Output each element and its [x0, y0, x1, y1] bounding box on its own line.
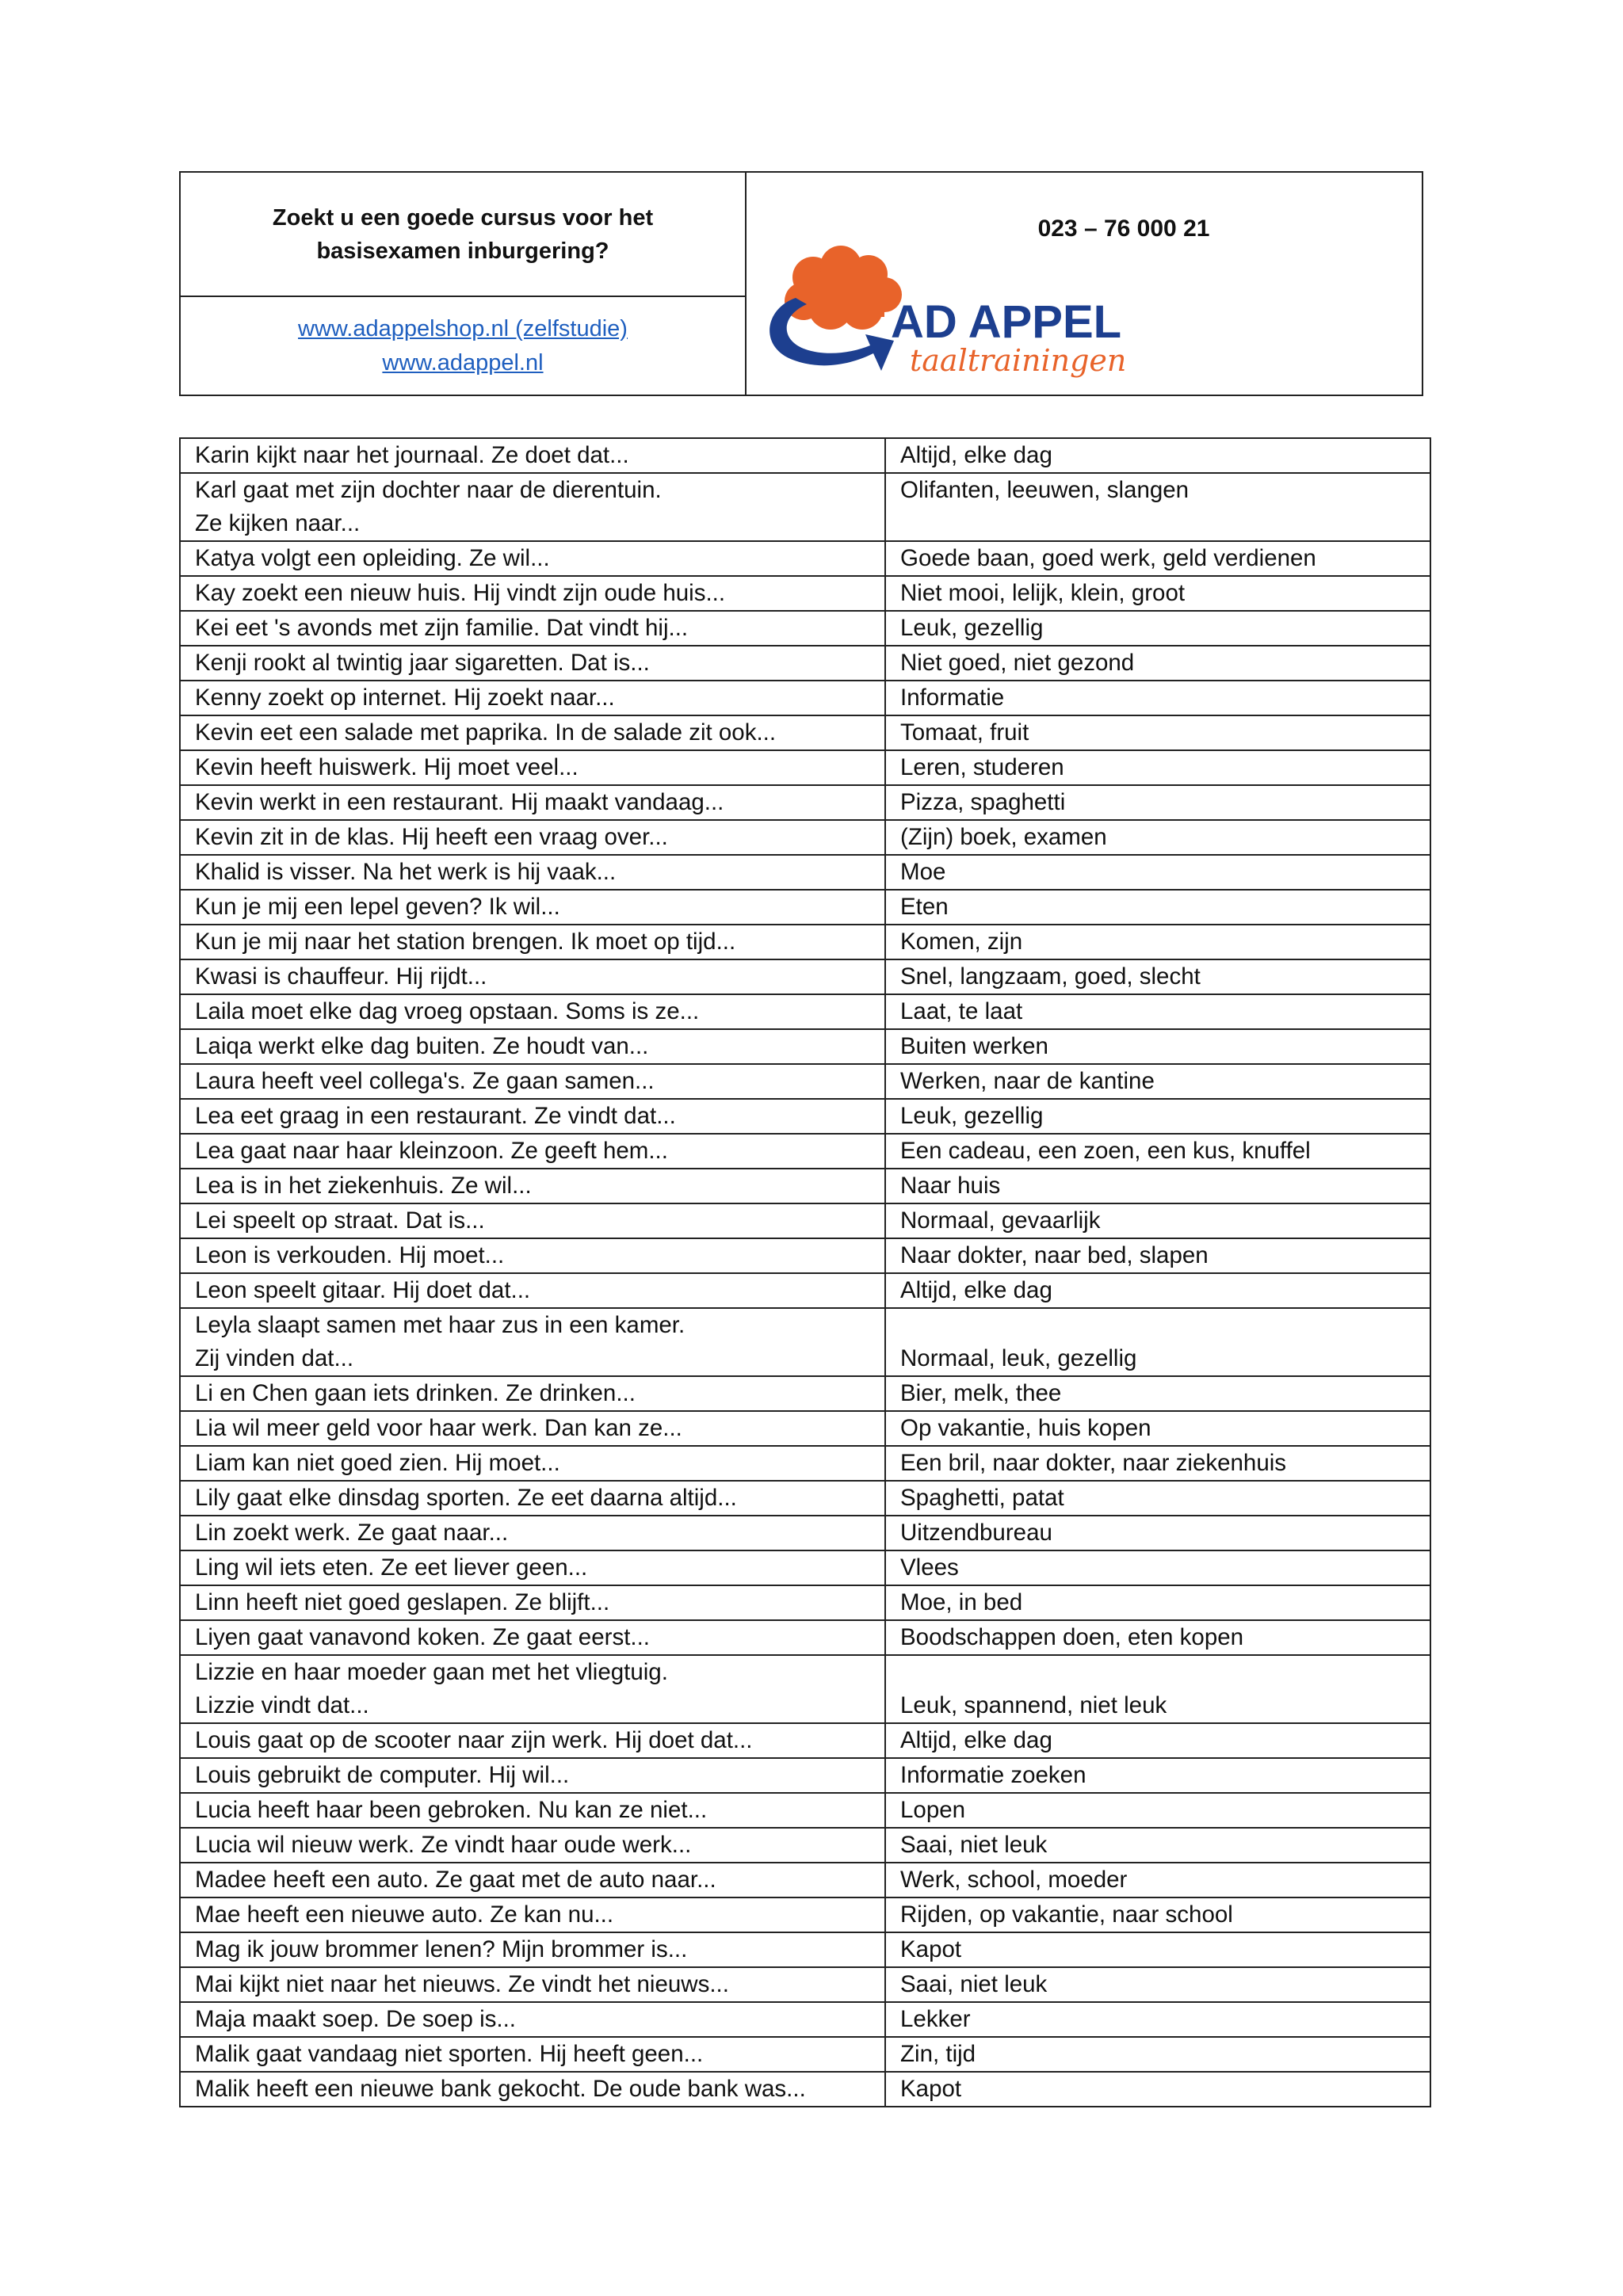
question-cell — [180, 785, 885, 820]
vocabulary-table — [179, 437, 1431, 2107]
answer-text: Naar huis — [900, 1173, 1001, 1199]
question-text: Lizzie en haar moeder gaan met het vliegtuig. — [195, 1659, 668, 1685]
question-cell — [180, 1446, 885, 1481]
answer-cell — [885, 1203, 1430, 1238]
answer-text: Werken, naar de kantine — [900, 1068, 1155, 1094]
answer-cell — [885, 750, 1430, 785]
question-cell — [180, 646, 885, 681]
question-cell — [180, 925, 885, 959]
question-text: Liyen gaat vanavond koken. Ze gaat eerst... — [195, 1624, 650, 1650]
question-cell — [180, 2072, 885, 2107]
table-row — [180, 994, 1430, 1029]
question-text: Kenny zoekt op internet. Hij zoekt naar... — [195, 685, 615, 711]
answer-text: Tomaat, fruit — [900, 719, 1029, 746]
answer-cell — [885, 576, 1430, 611]
answer-cell — [885, 2072, 1430, 2107]
question-text: Karl gaat met zijn dochter naar de dierentuin. — [195, 477, 662, 503]
question-text: Linn heeft niet goed geslapen. Ze blijft... — [195, 1589, 610, 1615]
question-text: Laila moet elke dag vroeg opstaan. Soms is ze... — [195, 998, 700, 1024]
table-row — [180, 1134, 1430, 1169]
question-text: Kun je mij naar het station brengen. Ik moet op tijd... — [195, 929, 736, 955]
question-cell — [180, 438, 885, 473]
question-text: Zij vinden dat... — [195, 1345, 354, 1371]
question-text: Kevin zit in de klas. Hij heeft een vraag over... — [195, 824, 668, 850]
answer-cell — [885, 1550, 1430, 1585]
question-cell — [180, 1308, 885, 1376]
table-row — [180, 1273, 1430, 1308]
question-cell — [180, 1064, 885, 1099]
table-row — [180, 1238, 1430, 1273]
question-cell — [180, 1723, 885, 1758]
answer-cell — [885, 2002, 1430, 2037]
answer-cell — [885, 1308, 1430, 1376]
answer-cell — [885, 1516, 1430, 1550]
vocabulary-table-body — [180, 438, 1430, 2107]
answer-cell — [885, 1411, 1430, 1446]
question-text: Kenji rookt al twintig jaar sigaretten. Dat is... — [195, 650, 650, 676]
answer-text: Goede baan, goed werk, geld verdienen — [900, 545, 1316, 571]
question-cell — [180, 1897, 885, 1932]
answer-cell — [885, 2037, 1430, 2072]
table-row — [180, 2002, 1430, 2037]
answer-text: Rijden, op vakantie, naar school — [900, 1901, 1233, 1928]
answer-text: Altijd, elke dag — [900, 442, 1052, 468]
answer-cell — [885, 820, 1430, 855]
answer-cell — [885, 1376, 1430, 1411]
answer-cell — [885, 681, 1430, 715]
question-cell — [180, 1655, 885, 1723]
answer-text: Lekker — [900, 2006, 971, 2032]
answer-cell — [885, 1064, 1430, 1099]
table-row — [180, 1308, 1430, 1376]
question-text: Kevin heeft huiswerk. Hij moet veel... — [195, 754, 579, 780]
header-box — [179, 171, 1423, 396]
table-row — [180, 890, 1430, 925]
answer-text: Pizza, spaghetti — [900, 789, 1066, 815]
table-row — [180, 1932, 1430, 1967]
question-text: Liam kan niet goed zien. Hij moet... — [195, 1450, 560, 1476]
answer-text: Lopen — [900, 1797, 966, 1823]
question-cell — [180, 1481, 885, 1516]
answer-cell — [885, 1099, 1430, 1134]
question-cell — [180, 541, 885, 576]
table-row — [180, 1828, 1430, 1863]
answer-cell — [885, 715, 1430, 750]
table-row — [180, 1550, 1430, 1585]
adappelshop-link[interactable]: www.adappelshop.nl (zelfstudie) — [298, 315, 628, 341]
answer-text: Niet mooi, lelijk, klein, groot — [900, 580, 1186, 606]
answer-cell — [885, 1723, 1430, 1758]
question-cell — [180, 1585, 885, 1620]
answer-cell — [885, 611, 1430, 646]
table-row — [180, 438, 1430, 473]
answer-cell — [885, 1897, 1430, 1932]
table-row — [180, 1863, 1430, 1897]
table-row — [180, 1411, 1430, 1446]
header-right-panel — [747, 173, 1422, 395]
table-row — [180, 785, 1430, 820]
answer-cell — [885, 1932, 1430, 1967]
question-text: Lei speelt op straat. Dat is... — [195, 1207, 485, 1234]
answer-cell — [885, 438, 1430, 473]
answer-text: Normaal, leuk, gezellig — [900, 1345, 1137, 1371]
question-cell — [180, 1029, 885, 1064]
table-row — [180, 855, 1430, 890]
answer-text: Een bril, naar dokter, naar ziekenhuis — [900, 1450, 1287, 1476]
table-row — [180, 1169, 1430, 1203]
answer-cell — [885, 855, 1430, 890]
answer-cell — [885, 1169, 1430, 1203]
answer-cell — [885, 1273, 1430, 1308]
table-row — [180, 1655, 1430, 1723]
question-text: Mai kijkt niet naar het nieuws. Ze vindt het nieuws... — [195, 1971, 729, 1997]
table-row — [180, 1793, 1430, 1828]
question-text: Kwasi is chauffeur. Hij rijdt... — [195, 963, 487, 990]
answer-text: Snel, langzaam, goed, slecht — [900, 963, 1201, 990]
answer-cell — [885, 1238, 1430, 1273]
table-row — [180, 1064, 1430, 1099]
question-text: Louis gaat op de scooter naar zijn werk. Hij doet dat... — [195, 1727, 753, 1753]
answer-cell — [885, 925, 1430, 959]
table-row — [180, 959, 1430, 994]
answer-text: Informatie — [900, 685, 1005, 711]
answer-text: Niet goed, niet gezond — [900, 650, 1135, 676]
answer-cell — [885, 1655, 1430, 1723]
table-row — [180, 1723, 1430, 1758]
question-text: Ze kijken naar... — [195, 510, 361, 536]
question-cell — [180, 2002, 885, 2037]
phone-number: 023 – 76 000 21 — [1037, 215, 1210, 242]
question-text: Lucia heeft haar been gebroken. Nu kan ze niet... — [195, 1797, 708, 1823]
logo-name: AD APPEL — [891, 296, 1122, 348]
table-row — [180, 1203, 1430, 1238]
question-cell — [180, 1967, 885, 2002]
table-row — [180, 611, 1430, 646]
table-row — [180, 1897, 1430, 1932]
question-text: Kun je mij een lepel geven? Ik wil... — [195, 894, 560, 920]
answer-cell — [885, 785, 1430, 820]
answer-text: Leuk, gezellig — [900, 1103, 1044, 1129]
question-text: Mag ik jouw brommer lenen? Mijn brommer is... — [195, 1936, 688, 1962]
table-row — [180, 1516, 1430, 1550]
question-text: Malik heeft een nieuwe bank gekocht. De oude bank was... — [195, 2076, 806, 2102]
table-row — [180, 1481, 1430, 1516]
table-row — [180, 1758, 1430, 1793]
table-row — [180, 2037, 1430, 2072]
table-row — [180, 576, 1430, 611]
answer-cell — [885, 1863, 1430, 1897]
answer-text: Vlees — [900, 1554, 959, 1581]
table-row — [180, 715, 1430, 750]
table-row — [180, 473, 1430, 541]
answer-text: Saai, niet leuk — [900, 1971, 1048, 1997]
answer-text: Op vakantie, huis kopen — [900, 1415, 1151, 1441]
question-cell — [180, 1516, 885, 1550]
question-text: Lea gaat naar haar kleinzoon. Ze geeft hem... — [195, 1138, 668, 1164]
answer-text: Leren, studeren — [900, 754, 1064, 780]
table-row — [180, 750, 1430, 785]
question-text: Mae heeft een nieuwe auto. Ze kan nu... — [195, 1901, 614, 1928]
question-text: Leon speelt gitaar. Hij doet dat... — [195, 1277, 531, 1303]
answer-text: Eten — [900, 894, 949, 920]
question-cell — [180, 1758, 885, 1793]
promo-text — [181, 173, 745, 297]
question-text: Lucia wil nieuw werk. Ze vindt haar oude werk... — [195, 1832, 692, 1858]
answer-cell — [885, 1585, 1430, 1620]
answer-text: (Zijn) boek, examen — [900, 824, 1107, 850]
table-row — [180, 1446, 1430, 1481]
question-cell — [180, 1134, 885, 1169]
answer-cell — [885, 959, 1430, 994]
answer-text: Uitzendbureau — [900, 1520, 1052, 1546]
question-text: Malik gaat vandaag niet sporten. Hij heeft geen... — [195, 2041, 704, 2067]
answer-cell — [885, 1134, 1430, 1169]
question-text: Louis gebruikt de computer. Hij wil... — [195, 1762, 570, 1788]
answer-cell — [885, 994, 1430, 1029]
question-cell — [180, 1932, 885, 1967]
answer-text: Naar dokter, naar bed, slapen — [900, 1242, 1209, 1268]
table-row — [180, 646, 1430, 681]
question-text: Lia wil meer geld voor haar werk. Dan kan ze... — [195, 1415, 682, 1441]
promo-line-1: Zoekt u een goede cursus voor het — [272, 204, 654, 231]
answer-text: Leuk, gezellig — [900, 615, 1044, 641]
answer-text: Komen, zijn — [900, 929, 1023, 955]
answer-text: Altijd, elke dag — [900, 1277, 1052, 1303]
question-text: Kevin eet een salade met paprika. In de salade zit ook... — [195, 719, 777, 746]
answer-cell — [885, 1481, 1430, 1516]
question-cell — [180, 473, 885, 541]
question-cell — [180, 1411, 885, 1446]
answer-text: Saai, niet leuk — [900, 1832, 1048, 1858]
question-cell — [180, 1376, 885, 1411]
cloud-icon — [785, 246, 902, 330]
table-row — [180, 1967, 1430, 2002]
question-cell — [180, 750, 885, 785]
question-cell — [180, 1238, 885, 1273]
answer-text: Werk, school, moeder — [900, 1867, 1128, 1893]
answer-cell — [885, 1029, 1430, 1064]
question-cell — [180, 2037, 885, 2072]
question-text: Karin kijkt naar het journaal. Ze doet dat... — [195, 442, 629, 468]
table-row — [180, 925, 1430, 959]
question-text: Khalid is visser. Na het werk is hij vaak... — [195, 859, 617, 885]
question-text: Kevin werkt in een restaurant. Hij maakt vandaag... — [195, 789, 724, 815]
table-row — [180, 1585, 1430, 1620]
answer-text: Normaal, gevaarlijk — [900, 1207, 1101, 1234]
question-cell — [180, 1793, 885, 1828]
answer-text: Spaghetti, patat — [900, 1485, 1064, 1511]
answer-text: Buiten werken — [900, 1033, 1048, 1059]
answer-cell — [885, 646, 1430, 681]
table-row — [180, 2072, 1430, 2107]
question-text: Kei eet 's avonds met zijn familie. Dat vindt hij... — [195, 615, 689, 641]
answer-text: Olifanten, leeuwen, slangen — [900, 477, 1190, 503]
question-text: Ling wil iets eten. Ze eet liever geen... — [195, 1554, 588, 1581]
answer-text: Altijd, elke dag — [900, 1727, 1052, 1753]
answer-cell — [885, 1446, 1430, 1481]
answer-cell — [885, 890, 1430, 925]
adappel-link[interactable]: www.adappel.nl — [382, 349, 544, 376]
answer-cell — [885, 1828, 1430, 1863]
promo-line-2: basisexamen inburgering? — [316, 238, 609, 264]
answer-text: Laat, te laat — [900, 998, 1023, 1024]
answer-cell — [885, 541, 1430, 576]
answer-text: Bier, melk, thee — [900, 1380, 1062, 1406]
question-cell — [180, 959, 885, 994]
question-text: Laura heeft veel collega's. Ze gaan samen... — [195, 1068, 655, 1094]
answer-text: Zin, tijd — [900, 2041, 976, 2067]
question-cell — [180, 1273, 885, 1308]
question-text: Leon is verkouden. Hij moet... — [195, 1242, 505, 1268]
answer-text: Kapot — [900, 1936, 962, 1962]
ad-appel-logo — [758, 246, 1170, 388]
answer-text: Kapot — [900, 2076, 962, 2102]
question-cell — [180, 855, 885, 890]
question-cell — [180, 576, 885, 611]
answer-cell — [885, 1620, 1430, 1655]
table-row — [180, 1376, 1430, 1411]
table-row — [180, 681, 1430, 715]
question-text: Madee heeft een auto. Ze gaat met de auto naar... — [195, 1867, 716, 1893]
answer-text: Een cadeau, een zoen, een kus, knuffel — [900, 1138, 1311, 1164]
question-cell — [180, 681, 885, 715]
question-text: Katya volgt een opleiding. Ze wil... — [195, 545, 550, 571]
question-cell — [180, 1203, 885, 1238]
question-text: Leyla slaapt samen met haar zus in een kamer. — [195, 1312, 685, 1338]
header-left-panel — [181, 173, 747, 395]
question-text: Lin zoekt werk. Ze gaat naar... — [195, 1520, 509, 1546]
table-row — [180, 1099, 1430, 1134]
question-cell — [180, 611, 885, 646]
question-cell — [180, 1620, 885, 1655]
question-text: Li en Chen gaan iets drinken. Ze drinken... — [195, 1380, 636, 1406]
answer-text: Leuk, spannend, niet leuk — [900, 1692, 1167, 1718]
question-cell — [180, 890, 885, 925]
table-row — [180, 1029, 1430, 1064]
question-text: Lea is in het ziekenhuis. Ze wil... — [195, 1173, 532, 1199]
question-text: Maja maakt soep. De soep is... — [195, 2006, 516, 2032]
answer-cell — [885, 1758, 1430, 1793]
question-cell — [180, 715, 885, 750]
logo-tagline: taaltrainingen — [910, 343, 1127, 378]
question-cell — [180, 1550, 885, 1585]
question-cell — [180, 1863, 885, 1897]
question-cell — [180, 1169, 885, 1203]
answer-text: Moe — [900, 859, 946, 885]
answer-cell — [885, 1967, 1430, 2002]
answer-text: Boodschappen doen, eten kopen — [900, 1624, 1244, 1650]
answer-cell — [885, 473, 1430, 541]
question-cell — [180, 994, 885, 1029]
answer-text: Moe, in bed — [900, 1589, 1023, 1615]
question-text: Lily gaat elke dinsdag sporten. Ze eet daarna altijd... — [195, 1485, 737, 1511]
question-text: Lea eet graag in een restaurant. Ze vindt dat... — [195, 1103, 676, 1129]
question-cell — [180, 1828, 885, 1863]
question-text: Kay zoekt een nieuw huis. Hij vindt zijn oude huis... — [195, 580, 726, 606]
question-cell — [180, 1099, 885, 1134]
table-row — [180, 541, 1430, 576]
answer-cell — [885, 1793, 1430, 1828]
table-row — [180, 820, 1430, 855]
question-text: Laiqa werkt elke dag buiten. Ze houdt van... — [195, 1033, 649, 1059]
question-cell — [180, 820, 885, 855]
question-text: Lizzie vindt dat... — [195, 1692, 369, 1718]
table-row — [180, 1620, 1430, 1655]
answer-text: Informatie zoeken — [900, 1762, 1086, 1788]
links-panel — [181, 297, 745, 395]
